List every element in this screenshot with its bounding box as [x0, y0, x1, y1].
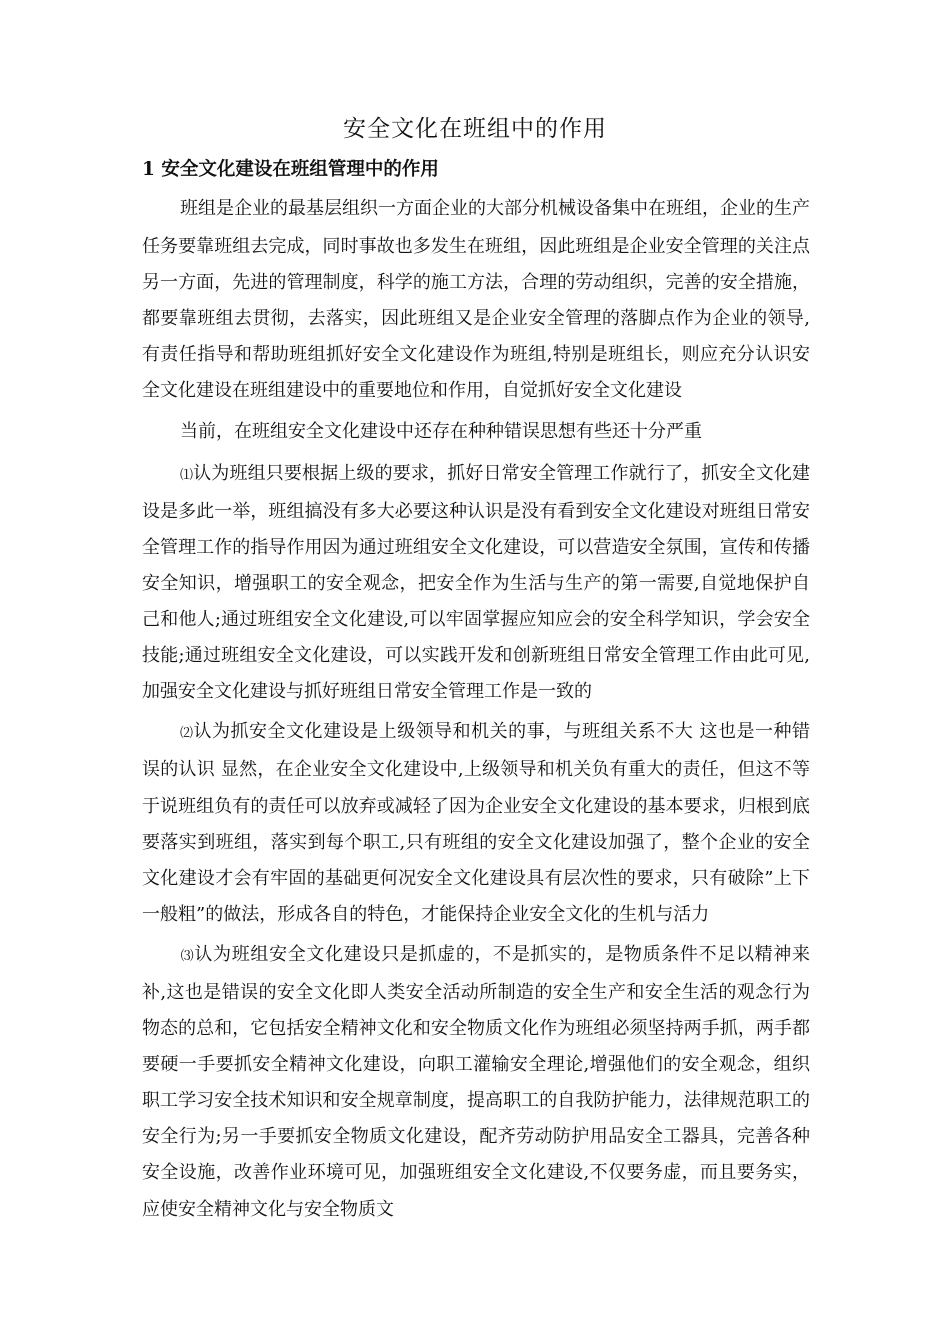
document-title: 安全文化在班组中的作用	[343, 116, 607, 142]
paragraph-marker: ⑵	[180, 726, 194, 742]
paragraph-text: 认为抓安全文化建设是上级领导和机关的事，与班组关系不大 这也是一种错误的认识 显然，在企业安全文化建设中,上级领导和机关负有重大的责任，但这不等于说班组负有的责任可以放弃或减轻了因为企业安全文化建设的基本要求，归根到底要落实到班组，落实到每个职工,只有班组的安全文化建设加强了，整个企业的安全文化建设才会有牢固的基础更何况安全文化建设具有层次性的要求，只有破除”上下一般粗”的做法，形成各自的特色，才能保持企业安全文化的生机与活力	[142, 721, 810, 925]
paragraph-marker: ⑶	[180, 948, 195, 964]
paragraph-marker: ⑴	[180, 467, 194, 483]
paragraph	[142, 714, 810, 933]
paragraph	[142, 191, 810, 410]
section-heading: 1 安全文化建设在班组管理中的作用	[142, 159, 439, 180]
paragraph-text: 认为班组安全文化建设只是抓虚的，不是抓实的，是物质条件不足以精神来补,这也是错误的安全文化即人类安全活动所制造的安全生产和安全生活的观念行为物态的总和，它包括安全精神文化和安全物质文化作为班组必须坚持两手抓，两手都要硬一手要抓安全精神文化建设，向职工灌输安全理论,增强他们的安全观念，组织职工学习安全技术知识和安全规章制度，提高职工的自我防护能力，法律规范职工的安全行为;另一手要抓安全物质文化建设，配齐劳动防护用品安全工器具，完善各种安全设施，改善作业环境可见，加强班组安全文化建设,不仅要务虚，而且要务实，应使安全精神文化与安全物质文	[142, 943, 810, 1220]
paragraph	[142, 414, 810, 452]
paragraph	[142, 937, 810, 1228]
document-body	[142, 191, 810, 1228]
paragraph-text: 当前，在班组安全文化建设中还存在种种错误思想有些还十分严重	[180, 420, 702, 442]
paragraph-text: 班组是企业的最基层组织一方面企业的大部分机械设备集中在班组，企业的生产任务要靠班组去完成，同时事故也多发生在班组，因此班组是企业安全管理的关注点另一方面，先进的管理制度，科学的施工方法，合理的劳动组织，完善的安全措施，都要靠班组去贯彻，去落实，因此班组又是企业安全管理的落脚点作为企业的领导,有责任指导和帮助班组抓好安全文化建设作为班组,特别是班组长，则应充分认识安全文化建设在班组建设中的重要地位和作用，自觉抓好安全文化建设	[142, 198, 810, 402]
paragraph	[142, 456, 810, 711]
paragraph-text: 认为班组只要根据上级的要求，抓好日常安全管理工作就行了，抓安全文化建设是多此一举，班组搞没有多大必要这种认识是没有看到安全文化建设对班组日常安全管理工作的指导作用因为通过班组安全文化建设，可以营造安全氛围，宣传和传播安全知识，增强职工的安全观念，把安全作为生活与生产的第一需要,自觉地保护自己和他人;通过班组安全文化建设,可以牢固掌握应知应会的安全科学知识，学会安全技能;通过班组安全文化建设，可以实践开发和创新班组日常安全管理工作由此可见,加强安全文化建设与抓好班组日常安全管理工作是一致的	[142, 462, 810, 703]
